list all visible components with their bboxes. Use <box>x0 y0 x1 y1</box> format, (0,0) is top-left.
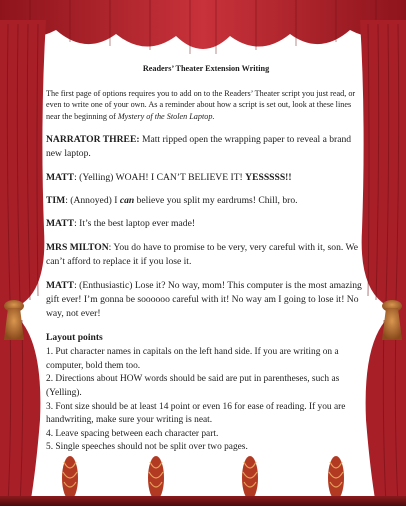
layout-point: 4. Leave spacing between each character part. <box>46 428 219 439</box>
layout-points-heading: Layout points <box>46 331 103 343</box>
script-line-narrator: NARRATOR THREE: Matt ripped open the wrapping paper to reveal a brand new laptop. <box>46 133 352 160</box>
script-line-tim: TIM: (Annoyed) I can believe you split my eardrums! Chill, bro. <box>46 194 298 206</box>
top-valance <box>0 0 406 54</box>
footlights <box>62 456 344 500</box>
document-body <box>46 64 366 455</box>
page-title: Readers’ Theater Extension Writing <box>142 64 270 73</box>
layout-points-list <box>46 346 366 455</box>
intro-paragraph: The first page of options requires you to add on to the Readers’ Theater script you just read, or even to write one of your own. As a reminder about how a script is set out, look at these lines near the beginning of Mystery of the Stolen Laptop. <box>46 88 356 122</box>
layout-point: 2. Directions about HOW words should be said are put in parentheses, such as (Yelling). <box>46 374 340 398</box>
stage-floor <box>0 496 406 506</box>
script-line-matt-3: MATT: (Enthusiastic) Lose it? No way, mom! This computer is the most amazing gift ever! I’m gonna be soooooo careful with it! No way am I going to lose it! No way, not ever! <box>46 279 362 320</box>
right-curtain <box>360 20 406 505</box>
script-line-matt-2: MATT: It’s the best laptop ever made! <box>46 218 196 230</box>
left-curtain <box>0 20 46 505</box>
layout-point: 3. Font size should be at least 14 point or even 16 for ease of reading. If you are handwriting, make sure your writing is neat. <box>46 401 346 426</box>
script-line-mrs-milton: MRS MILTON: You do have to promise to be very, very careful with it, son. We can’t afford to replace it if you lose it. <box>46 241 359 268</box>
script-line-matt-1: MATT: (Yelling) WOAH! I CAN’T BELIEVE IT! YESSSSS!! <box>46 171 292 183</box>
layout-point: 5. Single speeches should not be split over two pages. <box>46 442 248 453</box>
layout-point: 1. Put character names in capitals on the left hand side. If you are writing on a computer, bold them too. <box>46 347 339 371</box>
